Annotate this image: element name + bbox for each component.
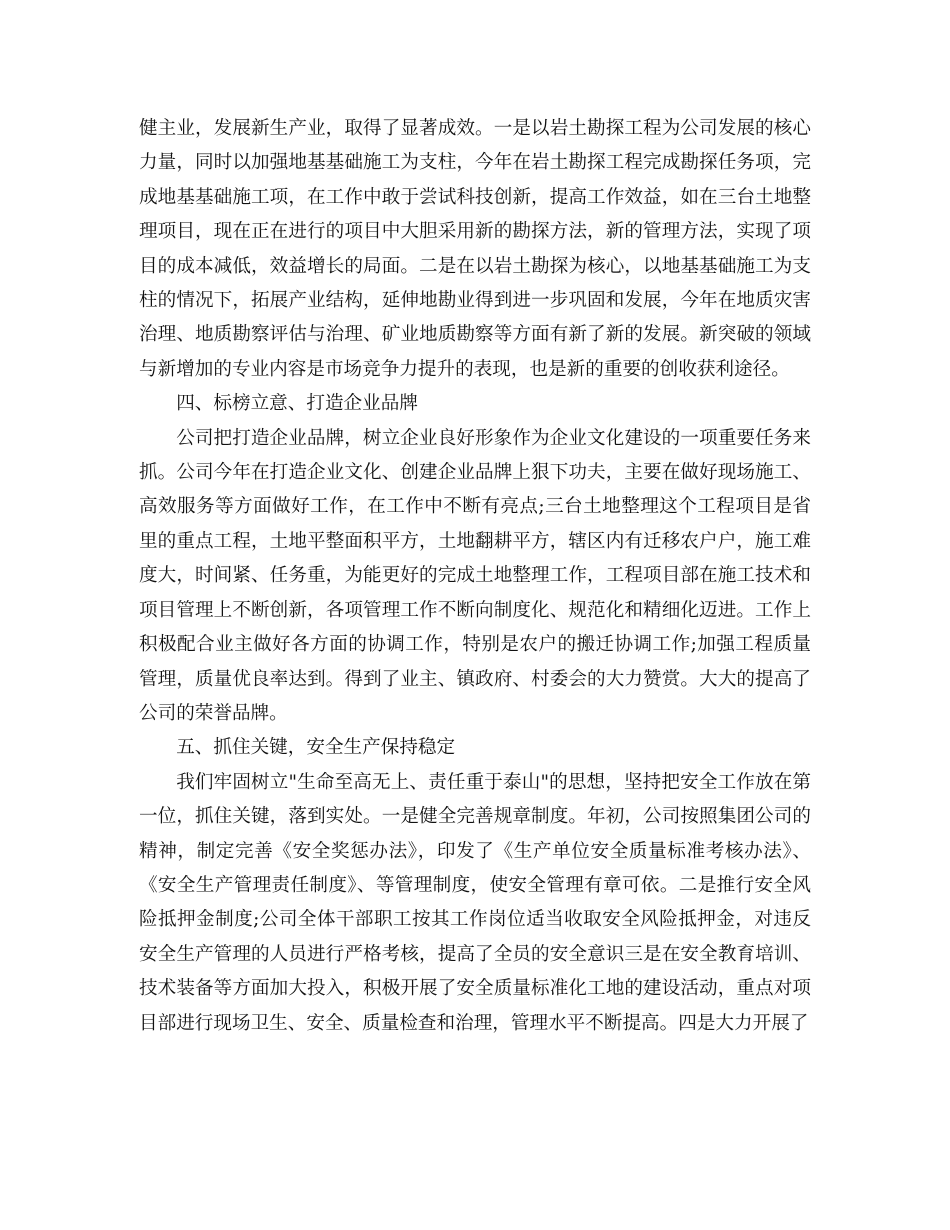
body-paragraph-1: 健主业，发展新生产业，取得了显著成效。一是以岩土勘探工程为公司发展的核心力量，同时以加强地基基础施工为支柱，今年在岩土勘探工程完成勘探任务项，完成地基基础施工项，在工作中敢于尝试科技创新，提高工作效益，如在三台土地整理项目，现在正在进行的项目中大胆采用新的勘探方法，新的管理方法，实现了项目的成本减低，效益增长的局面。二是在以岩土勘探为核心，以地基基础施工为支柱的情况下，拓展产业结构，延伸地勘业得到进一步巩固和发展，今年在地质灾害治理、地质勘察评估与治理、矿业地质勘察等方面有新了新的发展。新突破的领域与新增加的专业内容是市场竞争力提升的表现，也是新的重要的创收获利途径。 — [139, 118, 811, 380]
section-heading-4: 四、标榜立意、打造企业品牌 — [176, 393, 418, 415]
body-paragraph-2: 公司把打造企业品牌，树立企业良好形象作为企业文化建设的一项重要任务来抓。公司今年在打造企业文化、创建企业品牌上狠下功夫，主要在做好现场施工、高效服务等方面做好工作，在工作中不断有亮点;三台土地整理这个工程项目是省里的重点工程，土地平整面积平方，土地翻耕平方，辖区内有迁移农户户，施工难度大，时间紧、任务重，为能更好的完成土地整理工作，工程项目部在施工技术和项目管理上不断创新，各项管理工作不断向制度化、规范化和精细化迈进。工作上积极配合业主做好各方面的协调工作，特别是农户的搬迁协调工作;加强工程质量管理，质量优良率达到。得到了业主、镇政府、村委会的大力赞赏。大大的提高了公司的荣誉品牌。 — [139, 427, 811, 724]
section-heading-5: 五、抓住关键，安全生产保持稳定 — [176, 737, 456, 759]
body-paragraph-3: 我们牢固树立"生命至高无上、责任重于泰山"的思想，坚持把安全工作放在第一位，抓住关键，落到实处。一是健全完善规章制度。年初，公司按照集团公司的精神，制定完善《安全奖惩办法》，印发了《生产单位安全质量标准考核办法》、《安全生产管理责任制度》、等管理制度，使安全管理有章可依。二是推行安全风险抵押金制度;公司全体干部职工按其工作岗位适当收取安全风险抵押金，对违反安全生产管理的人员进行严格考核，提高了全员的安全意识三是在安全教育培训、技术装备等方面加大投入，积极开展了安全质量标准化工地的建设活动，重点对项目部进行现场卫生、安全、质量检查和治理，管理水平不断提高。四是大力开展了 — [139, 771, 811, 1034]
document-page — [139, 112, 811, 1041]
